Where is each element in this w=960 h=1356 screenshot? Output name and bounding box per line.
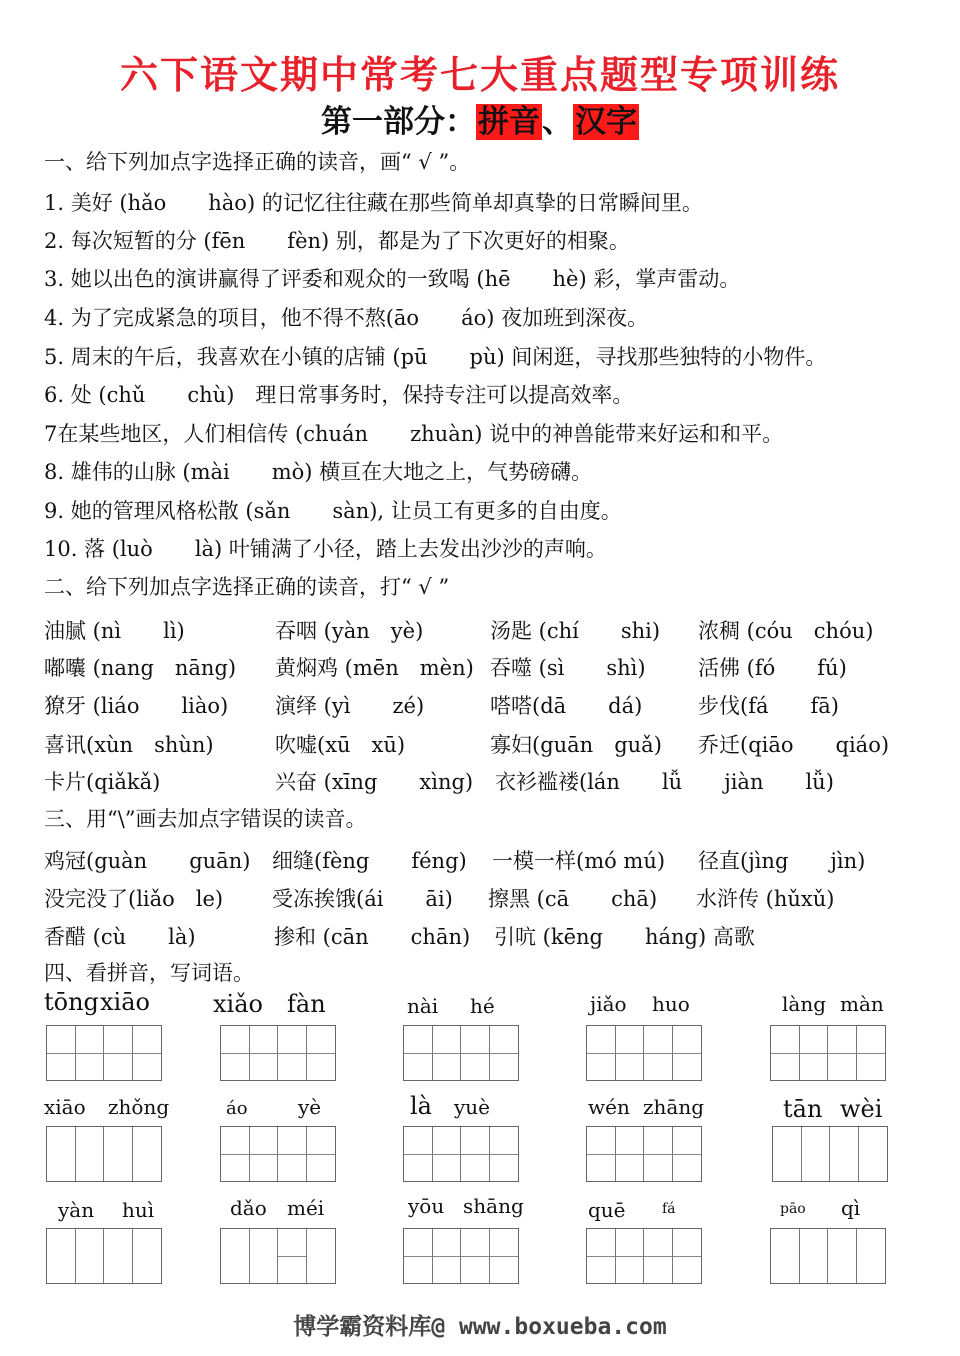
pinyin-syllable: yōu xyxy=(408,1194,445,1218)
writing-cell[interactable] xyxy=(490,1127,519,1181)
writing-cell[interactable] xyxy=(221,1229,250,1283)
writing-grid[interactable] xyxy=(46,1228,162,1284)
pinyin-syllable: nài xyxy=(407,994,439,1018)
writing-cell[interactable] xyxy=(404,1026,433,1080)
pinyin-syllable: màn xyxy=(840,992,884,1016)
pinyin-syllable: làng xyxy=(782,992,827,1016)
writing-cell[interactable] xyxy=(433,1026,462,1080)
pinyin-syllable: zhāng xyxy=(643,1095,705,1119)
writing-grid[interactable] xyxy=(46,1025,162,1081)
writing-cell[interactable] xyxy=(828,1229,857,1283)
word-item: 擦黑 (cā chā) xyxy=(488,887,658,911)
writing-cell[interactable] xyxy=(857,1229,886,1283)
writing-cell[interactable] xyxy=(490,1229,519,1283)
writing-cell[interactable] xyxy=(771,1026,800,1080)
writing-cell[interactable] xyxy=(771,1229,800,1283)
pinyin-syllable: dǎo xyxy=(230,1196,267,1220)
word-item: 香醋 (cù là) xyxy=(44,925,196,949)
pinyin-syllable: wèi xyxy=(840,1095,883,1123)
writing-cell[interactable] xyxy=(673,1229,702,1283)
writing-cell[interactable] xyxy=(644,1229,673,1283)
writing-cell[interactable] xyxy=(278,1127,307,1181)
writing-grid[interactable] xyxy=(46,1126,162,1182)
writing-grid[interactable] xyxy=(220,1126,336,1182)
writing-grid[interactable] xyxy=(403,1025,519,1081)
writing-cell[interactable] xyxy=(587,1127,616,1181)
word-item: 掺和 (cān chān) xyxy=(274,925,471,949)
pinyin-syllable: huì xyxy=(122,1198,155,1222)
pinyin-syllable: shāng xyxy=(463,1194,524,1218)
writing-cell[interactable] xyxy=(133,1229,162,1283)
word-item: 卡片(qiǎkǎ) xyxy=(44,770,161,794)
writing-cell[interactable] xyxy=(404,1229,433,1283)
pinyin-syllable: jiǎo xyxy=(590,992,627,1016)
writing-cell[interactable] xyxy=(800,1229,829,1283)
pinyin-syllable: là xyxy=(410,1092,432,1120)
pinyin-syllable: méi xyxy=(287,1196,325,1220)
writing-cell[interactable] xyxy=(250,1026,279,1080)
writing-cell[interactable] xyxy=(673,1127,702,1181)
question-line: 9. 她的管理风格松散 (sǎn sàn), 让员工有更多的自由度。 xyxy=(44,499,622,523)
writing-cell[interactable] xyxy=(47,1026,76,1080)
writing-cell[interactable] xyxy=(47,1229,76,1283)
writing-cell[interactable] xyxy=(828,1026,857,1080)
writing-cell[interactable] xyxy=(461,1127,490,1181)
question-line: 3. 她以出色的演讲赢得了评委和观众的一致喝 (hē hè) 彩，掌声雷动。 xyxy=(44,267,741,291)
footer-watermark: 博学霸资料库@ www.boxueba.com xyxy=(293,1314,667,1340)
writing-cell[interactable] xyxy=(404,1127,433,1181)
writing-cell[interactable] xyxy=(133,1127,162,1181)
pinyin-syllable: fá xyxy=(662,1201,676,1217)
writing-cell[interactable] xyxy=(830,1127,859,1181)
word-item: 嗒嗒(dā dá) xyxy=(490,694,643,718)
writing-cell[interactable] xyxy=(800,1026,829,1080)
section1-heading: 一、给下列加点字选择正确的读音，画“ √ ”。 xyxy=(44,150,471,174)
writing-cell[interactable] xyxy=(433,1127,462,1181)
question-line: 8. 雄伟的山脉 (mài mò) 横亘在大地之上，气势磅礴。 xyxy=(44,460,593,484)
word-item: 汤匙 (chí shi) xyxy=(490,619,661,643)
writing-cell[interactable] xyxy=(616,1026,645,1080)
question-line: 10. 落 (luò là) 叶铺满了小径，踏上去发出沙沙的声响。 xyxy=(44,537,607,561)
writing-cell[interactable] xyxy=(616,1229,645,1283)
writing-cell[interactable] xyxy=(133,1026,162,1080)
writing-grid[interactable] xyxy=(403,1126,519,1182)
subtitle-highlight-pinyin: 拼音 xyxy=(478,104,540,140)
writing-cell[interactable] xyxy=(859,1127,888,1181)
word-item: 水浒传 (hǔxǔ) xyxy=(696,887,835,911)
question-line: 4. 为了完成紧急的项目，他不得不熬(āo áo) 夜加班到深夜。 xyxy=(44,306,649,330)
writing-cell[interactable] xyxy=(104,1127,133,1181)
writing-grid[interactable] xyxy=(586,1126,702,1182)
writing-cell[interactable] xyxy=(587,1026,616,1080)
word-item: 浓稠 (cóu chóu) xyxy=(698,619,874,643)
writing-cell[interactable] xyxy=(104,1026,133,1080)
question-line: 6. 处 (chǔ chù) 理日常事务时，保持专注可以提高效率。 xyxy=(44,383,634,407)
word-item: 细缝(fèng féng) xyxy=(272,849,467,873)
writing-cell[interactable] xyxy=(773,1127,802,1181)
word-item: 吞咽 (yàn yè) xyxy=(275,619,424,643)
word-item: 演绎 (yì zé) xyxy=(275,694,425,718)
writing-grid[interactable] xyxy=(220,1228,336,1284)
writing-cell[interactable] xyxy=(587,1229,616,1283)
writing-cell[interactable] xyxy=(433,1229,462,1283)
word-item: 獠牙 (liáo liào) xyxy=(44,694,229,718)
word-item: 油腻 (nì lì) xyxy=(44,619,185,643)
word-item: 没完没了(liǎo le) xyxy=(44,887,224,911)
page-title: 六下语文期中常考七大重点题型专项训练 xyxy=(119,52,840,97)
writing-cell[interactable] xyxy=(644,1026,673,1080)
writing-cell[interactable] xyxy=(76,1026,105,1080)
pinyin-syllable: hé xyxy=(470,994,495,1018)
writing-cell[interactable] xyxy=(490,1026,519,1080)
pinyin-syllable: tōng xyxy=(44,988,99,1016)
pinyin-syllable: quē xyxy=(588,1198,626,1222)
word-item: 乔迁(qiāo qiáo) xyxy=(698,733,890,757)
pinyin-syllable: tān xyxy=(783,1095,823,1123)
writing-grid[interactable] xyxy=(403,1228,519,1284)
word-item: 鸡冠(guàn guān) xyxy=(44,849,251,873)
writing-cell[interactable] xyxy=(221,1127,250,1181)
word-item: 活佛 (fó fú) xyxy=(698,656,847,680)
question-line: 1. 美好 (hǎo hào) 的记忆往往藏在那些简单却真挚的日常瞬间里。 xyxy=(44,191,703,215)
pinyin-syllable: áo xyxy=(226,1098,248,1119)
writing-grid[interactable] xyxy=(586,1228,702,1284)
word-item: 嘟囔 (nang nāng) xyxy=(44,656,237,680)
writing-cell[interactable] xyxy=(76,1229,105,1283)
section3-heading: 三、用“\”画去加点字错误的读音。 xyxy=(44,807,367,831)
writing-grid[interactable] xyxy=(770,1228,886,1284)
writing-cell[interactable] xyxy=(221,1026,250,1080)
writing-cell[interactable] xyxy=(307,1026,336,1080)
pinyin-syllable: xiǎo xyxy=(213,990,263,1018)
writing-cell[interactable] xyxy=(644,1127,673,1181)
writing-grid[interactable] xyxy=(220,1025,336,1081)
writing-cell[interactable] xyxy=(250,1229,279,1283)
pinyin-syllable: pāo xyxy=(780,1201,806,1217)
writing-cell[interactable] xyxy=(76,1127,105,1181)
pinyin-syllable: wén xyxy=(588,1095,630,1119)
writing-grid[interactable] xyxy=(586,1025,702,1081)
pinyin-syllable: yuè xyxy=(454,1095,491,1119)
writing-grid[interactable] xyxy=(770,1025,886,1081)
word-item: 兴奋 (xīng xìng) xyxy=(275,770,474,794)
writing-cell[interactable] xyxy=(307,1229,336,1283)
subtitle-highlight-hanzi: 汉字 xyxy=(575,104,637,140)
word-item: 喜讯(xùn shùn) xyxy=(44,733,214,757)
pinyin-syllable: huo xyxy=(652,992,690,1016)
pinyin-syllable: zhǒng xyxy=(108,1095,170,1119)
word-item: 一模一样(mó mú) xyxy=(492,849,666,873)
pinyin-syllable: xiāo xyxy=(44,1095,86,1119)
pinyin-syllable: xiāo xyxy=(100,988,150,1016)
writing-cell[interactable] xyxy=(461,1229,490,1283)
writing-cell[interactable] xyxy=(802,1127,831,1181)
writing-cell[interactable] xyxy=(616,1127,645,1181)
writing-cell[interactable] xyxy=(104,1229,133,1283)
part-subtitle xyxy=(0,96,960,141)
section2-heading: 二、给下列加点字选择正确的读音，打“ √ ” xyxy=(44,575,450,599)
question-line: 2. 每次短暂的分 (fēn fèn) 别，都是为了下次更好的相聚。 xyxy=(44,229,630,253)
writing-cell[interactable] xyxy=(673,1026,702,1080)
section4-heading: 四、看拼音，写词语。 xyxy=(44,961,254,985)
word-item: 步伐(fá fā) xyxy=(698,694,839,718)
pinyin-syllable: fàn xyxy=(287,990,326,1018)
pinyin-syllable: qì xyxy=(841,1196,861,1220)
word-item: 寡妇(guān guǎ) xyxy=(490,733,662,757)
writing-cell[interactable] xyxy=(278,1229,307,1283)
subtitle-prefix: 第一部分： xyxy=(321,104,476,140)
word-item: 引吭 (kēng háng) 高歌 xyxy=(494,925,755,949)
question-line: 5. 周末的午后，我喜欢在小镇的店铺 (pū pù) 间闲逛，寻找那些独特的小物件。 xyxy=(44,345,827,369)
word-item: 受冻挨饿(ái āi) xyxy=(272,887,453,911)
word-item: 衣衫褴褛(lán lǚ jiàn lǚ) xyxy=(495,770,834,794)
pinyin-syllable: yè xyxy=(298,1095,322,1119)
word-item: 黄焖鸡 (mēn mèn) xyxy=(275,656,474,680)
word-item: 吞噬 (sì shì) xyxy=(490,656,646,680)
writing-cell[interactable] xyxy=(278,1026,307,1080)
writing-cell[interactable] xyxy=(250,1127,279,1181)
writing-cell[interactable] xyxy=(47,1127,76,1181)
word-item: 吹嘘(xū xū) xyxy=(275,733,406,757)
subtitle-separator: 、 xyxy=(542,104,573,140)
question-line: 7在某些地区，人们相信传 (chuán zhuàn) 说中的神兽能带来好运和和平。 xyxy=(44,422,784,446)
writing-grid[interactable] xyxy=(772,1126,888,1182)
writing-cell[interactable] xyxy=(857,1026,886,1080)
word-item: 径直(jìng jìn) xyxy=(698,849,866,873)
pinyin-syllable: yàn xyxy=(58,1198,95,1222)
writing-cell[interactable] xyxy=(461,1026,490,1080)
writing-cell[interactable] xyxy=(307,1127,336,1181)
